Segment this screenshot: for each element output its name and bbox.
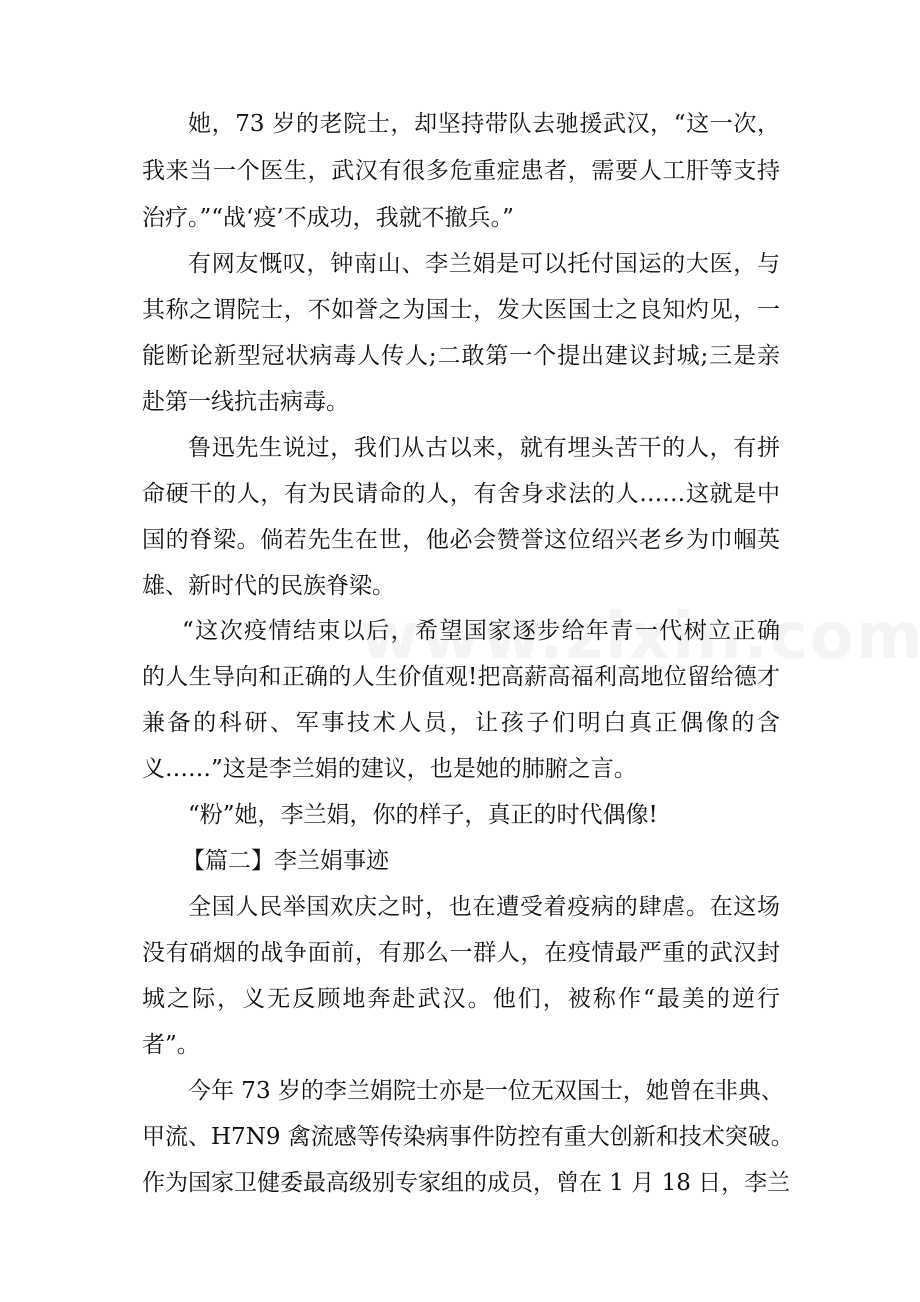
text-line: 有网友慨叹，钟南山、李兰娟是可以托付国运的大医，与 [188, 251, 780, 277]
text-line: 兼备的科研、军事技术人员，让孩子们明白真正偶像的含 [142, 710, 780, 736]
text-line: 国的脊梁。倘若先生在世，他必会赞誉这位绍兴老乡为巾帼英 [142, 527, 780, 553]
text-line: 雄、新时代的民族脊梁。 [142, 573, 395, 599]
text-line: 她，73 岁的老院士，却坚持带队去驰援武汉，“这一次， [188, 111, 780, 137]
text-line: 其称之谓院士，不如誉之为国士，发大医国士之良知灼见，一 [142, 297, 780, 323]
text-line: 没有硝烟的战争面前，有那么一群人，在疫情最严重的武汉封 [142, 940, 780, 966]
text-line: 城之际，义无反顾地奔赴武汉。他们，被称作“最美的逆行 [142, 986, 780, 1012]
text-line: 的人生导向和正确的人生价值观!把高薪高福利高地位留给德才 [142, 664, 780, 690]
text-line: 能断论新型冠状病毒人传人;二敢第一个提出建议封城;三是亲 [142, 343, 780, 369]
section-heading: 【篇二】李兰娟事迹 [182, 848, 389, 874]
text-line: 作为国家卫健委最高级别专家组的成员，曾在 1 月 18 日，李兰 [142, 1170, 791, 1196]
text-line: “这次疫情结束以后，希望国家逐步给年青一代树立正确 [182, 618, 780, 644]
text-line: 今年 73 岁的李兰娟院士亦是一位无双国士，她曾在非典、 [188, 1078, 784, 1104]
text-line: 义……”这是李兰娟的建议，也是她的肺腑之言。 [142, 756, 637, 782]
text-line: “粉”她，李兰娟，你的样子，真正的时代偶像! [188, 802, 658, 828]
text-line: 我来当一个医生，武汉有很多危重症患者，需要人工肝等支持 [142, 158, 780, 184]
text-line: 鲁迅先生说过，我们从古以来，就有埋头苦干的人，有拼 [188, 435, 780, 461]
text-line: 全国人民举国欢庆之时，也在遭受着疫病的肆虐。在这场 [188, 894, 780, 920]
text-line: 赴第一线抗击病毒。 [142, 389, 349, 415]
text-line: 甲流、H7N9 禽流感等传染病事件防控有重大创新和技术突破。 [142, 1124, 794, 1150]
text-line: 治疗。”“战‘疫’不成功，我就不撤兵。” [142, 205, 514, 231]
text-line: 者”。 [142, 1032, 200, 1058]
text-line: 命硬干的人，有为民请命的人，有舍身求法的人……这就是中 [142, 481, 780, 507]
